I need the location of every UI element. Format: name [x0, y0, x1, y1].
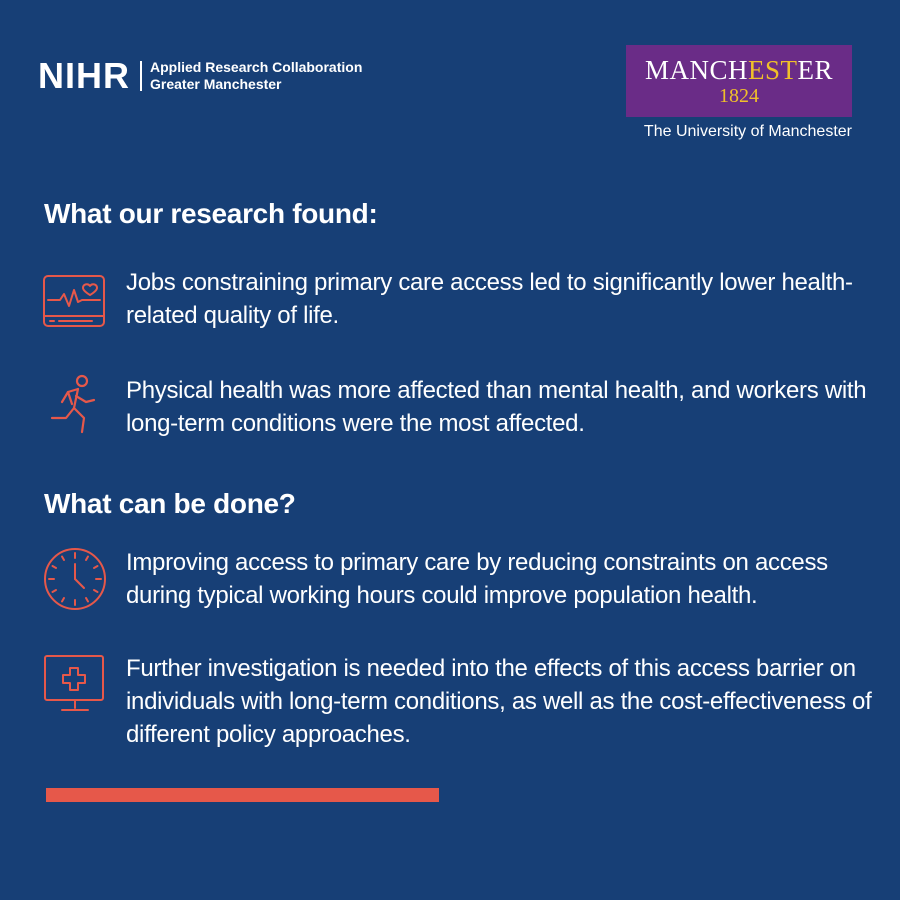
action-text-1: Improving access to primary care by reducing constraints on access during typical working hours could improve population health. — [126, 549, 828, 609]
medical-monitor-icon — [42, 652, 108, 718]
nihr-logo — [38, 55, 363, 96]
finding-text-2: Physical health was more affected than mental health, and workers with long-term conditions were the most affected. — [126, 377, 867, 437]
finding-text-1: Jobs constraining primary care access led to significantly lower health-related quality of life. — [126, 269, 853, 329]
nihr-line-1: Applied Research Collaboration — [150, 59, 363, 75]
heart-monitor-icon — [42, 266, 108, 332]
nihr-mark: NIHR — [38, 55, 130, 96]
university-wordmark — [645, 56, 833, 84]
logo-divider — [140, 61, 142, 91]
section-heading-found: What our research found: — [44, 198, 378, 229]
university-crest-box — [626, 45, 852, 117]
section-heading-done: What can be done? — [44, 488, 296, 519]
nihr-subtitle — [150, 59, 362, 93]
university-year: 1824 — [719, 85, 759, 107]
wordmark-part-1: MANCH — [644, 55, 748, 85]
accent-bar — [46, 788, 439, 802]
running-person-icon — [42, 374, 108, 440]
clock-icon — [42, 546, 108, 612]
wordmark-part-3: ER — [797, 55, 834, 85]
header — [0, 0, 900, 160]
university-logo — [626, 45, 852, 141]
nihr-line-2: Greater Manchester — [150, 76, 282, 92]
action-text-2: Further investigation is needed into the effects of this access barrier on individuals with long-term conditions, as well as the cost-effectiveness of different policy approaches. — [126, 655, 872, 748]
wordmark-part-2: EST — [747, 55, 798, 85]
university-subtitle: The University of Manchester — [643, 123, 852, 140]
